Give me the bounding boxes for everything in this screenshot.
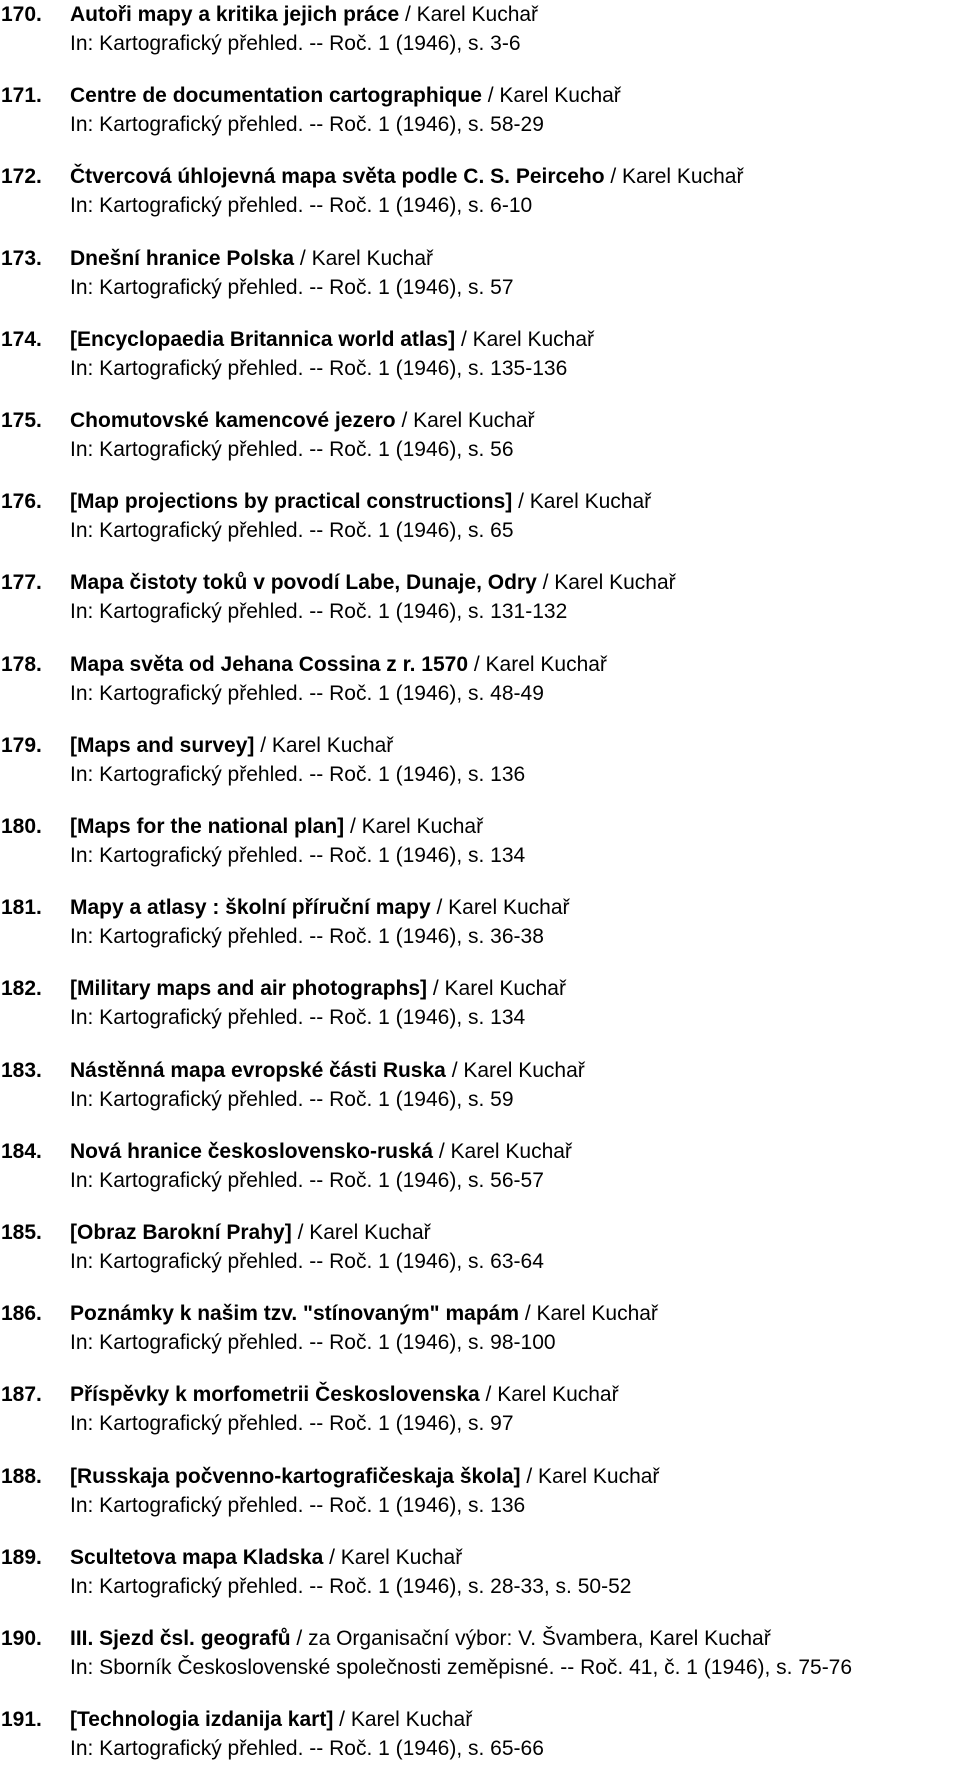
entry-title: Mapy a atlasy : školní příruční mapy xyxy=(70,896,431,919)
entry-responsibility: / Karel Kuchař xyxy=(294,247,433,270)
entry-number: 176. xyxy=(1,490,42,513)
entry-title: [Russkaja počvenno-kartografičeskaja škola] xyxy=(70,1465,521,1488)
entry-title: Centre de documentation cartographique xyxy=(70,84,482,107)
entry-responsibility: / Karel Kuchař xyxy=(427,977,566,1000)
entry-title: [Maps for the national plan] xyxy=(70,815,345,838)
entry-heading-line xyxy=(0,731,960,760)
bibliography-entry xyxy=(0,650,960,708)
entry-responsibility: / Karel Kuchař xyxy=(520,1465,660,1488)
entry-source: In: Kartografický přehled. -- Roč. 1 (1946), s. 48-49 xyxy=(70,682,544,705)
entry-source: In: Kartografický přehled. -- Roč. 1 (1946), s. 28-33, s. 50-52 xyxy=(70,1575,632,1598)
entry-source: In: Kartografický přehled. -- Roč. 1 (1946), s. 136 xyxy=(70,763,526,786)
entry-responsibility: / Karel Kuchař xyxy=(344,815,484,838)
entry-heading-line xyxy=(0,81,960,110)
entry-heading-line xyxy=(0,1705,960,1734)
entry-heading-line xyxy=(0,0,960,29)
entry-heading-line xyxy=(0,812,960,841)
entry-number: 178. xyxy=(1,653,42,676)
entry-source: In: Kartografický přehled. -- Roč. 1 (1946), s. 6-10 xyxy=(70,194,533,217)
bibliography-entry xyxy=(0,406,960,464)
entry-title: [Map projections by practical constructions] xyxy=(70,490,513,513)
entry-title: Chomutovské kamencové jezero xyxy=(70,409,396,432)
entry-number: 191. xyxy=(1,1708,42,1731)
entry-source: In: Kartografický přehled. -- Roč. 1 (1946), s. 59 xyxy=(70,1088,514,1111)
bibliography-entry xyxy=(0,162,960,220)
entry-title: Scultetova mapa Kladska xyxy=(70,1546,324,1569)
entry-heading-line xyxy=(0,1380,960,1409)
entry-heading-line xyxy=(0,1543,960,1572)
entry-number: 188. xyxy=(1,1465,42,1488)
entry-number: 171. xyxy=(1,84,42,107)
entry-responsibility: / Karel Kuchař xyxy=(430,896,570,919)
entry-responsibility: / Karel Kuchař xyxy=(536,571,676,594)
entry-heading-line xyxy=(0,487,960,516)
entry-title: III. Sjezd čsl. geografů xyxy=(70,1627,291,1650)
entry-number: 175. xyxy=(1,409,42,432)
bibliography-entry xyxy=(0,1380,960,1438)
bibliography-entry xyxy=(0,1137,960,1195)
entry-heading-line xyxy=(0,974,960,1003)
entry-responsibility: / Karel Kuchař xyxy=(604,165,744,188)
entry-source: In: Kartografický přehled. -- Roč. 1 (1946), s. 3-6 xyxy=(70,32,521,55)
entry-heading-line xyxy=(0,1462,960,1491)
entry-number: 177. xyxy=(1,571,42,594)
entry-source: In: Kartografický přehled. -- Roč. 1 (1946), s. 57 xyxy=(70,276,514,299)
entry-heading-line xyxy=(0,1056,960,1085)
entry-number: 179. xyxy=(1,734,42,757)
bibliography-entry xyxy=(0,893,960,951)
bibliography-entry xyxy=(0,1624,960,1682)
bibliography-entry xyxy=(0,325,960,383)
entry-heading-line xyxy=(0,1624,960,1653)
entry-heading-line xyxy=(0,893,960,922)
entry-responsibility: / Karel Kuchař xyxy=(291,1221,431,1244)
entry-source: In: Kartografický přehled. -- Roč. 1 (1946), s. 56 xyxy=(70,438,514,461)
bibliography-entry xyxy=(0,487,960,545)
entry-responsibility: / Karel Kuchař xyxy=(445,1059,585,1082)
bibliography-entry xyxy=(0,81,960,139)
bibliography-entry xyxy=(0,1218,960,1276)
entry-responsibility: / Karel Kuchař xyxy=(323,1546,463,1569)
entry-responsibility: / Karel Kuchař xyxy=(481,84,621,107)
entry-title: Poznámky k našim tzv. "stínovaným" mapám xyxy=(70,1302,520,1325)
entry-number: 182. xyxy=(1,977,42,1000)
entry-number: 181. xyxy=(1,896,42,919)
entry-responsibility: / Karel Kuchař xyxy=(333,1708,473,1731)
entry-source: In: Kartografický přehled. -- Roč. 1 (1946), s. 65-66 xyxy=(70,1737,544,1760)
entry-source: In: Kartografický přehled. -- Roč. 1 (1946), s. 63-64 xyxy=(70,1250,544,1273)
entry-source: In: Kartografický přehled. -- Roč. 1 (1946), s. 131-132 xyxy=(70,600,568,623)
entry-heading-line xyxy=(0,244,960,273)
entry-responsibility: / Karel Kuchař xyxy=(254,734,394,757)
entry-source: In: Kartografický přehled. -- Roč. 1 (1946), s. 134 xyxy=(70,1006,526,1029)
entry-heading-line xyxy=(0,1299,960,1328)
entry-source: In: Kartografický přehled. -- Roč. 1 (1946), s. 136 xyxy=(70,1494,526,1517)
entry-heading-line xyxy=(0,406,960,435)
entry-title: [Maps and survey] xyxy=(70,734,255,757)
bibliography-entry xyxy=(0,974,960,1032)
entry-heading-line xyxy=(0,162,960,191)
entry-title: Nová hranice československo-ruská xyxy=(70,1140,434,1163)
entry-responsibility: / Karel Kuchař xyxy=(512,490,652,513)
entry-source: In: Sborník Československé společnosti zeměpisné. -- Roč. 41, č. 1 (1946), s. 75-76 xyxy=(70,1656,853,1679)
entry-number: 170. xyxy=(1,3,42,26)
entry-responsibility: / Karel Kuchař xyxy=(433,1140,572,1163)
entry-source: In: Kartografický přehled. -- Roč. 1 (1946), s. 36-38 xyxy=(70,925,544,948)
entry-heading-line xyxy=(0,1218,960,1247)
entry-number: 185. xyxy=(1,1221,42,1244)
entry-title: Příspěvky k morfometrii Československa xyxy=(70,1383,480,1406)
entry-responsibility: / Karel Kuchař xyxy=(455,328,595,351)
entry-title: Autoři mapy a kritika jejich práce xyxy=(70,3,400,26)
entry-responsibility: / Karel Kuchař xyxy=(399,3,539,26)
entry-number: 190. xyxy=(1,1627,42,1650)
entry-responsibility: / Karel Kuchař xyxy=(479,1383,619,1406)
entry-number: 187. xyxy=(1,1383,42,1406)
entry-source: In: Kartografický přehled. -- Roč. 1 (1946), s. 56-57 xyxy=(70,1169,544,1192)
entry-title: Mapa čistoty toků v povodí Labe, Dunaje, Odry xyxy=(70,571,537,594)
entry-responsibility: / Karel Kuchař xyxy=(519,1302,658,1325)
entry-title: Nástěnná mapa evropské části Ruska xyxy=(70,1059,446,1082)
entry-source: In: Kartografický přehled. -- Roč. 1 (1946), s. 98-100 xyxy=(70,1331,556,1354)
entry-title: [Military maps and air photographs] xyxy=(70,977,428,1000)
bibliography-entry xyxy=(0,731,960,789)
entry-title: [Encyclopaedia Britannica world atlas] xyxy=(70,328,456,351)
entry-title: Mapa světa od Jehana Cossina z r. 1570 xyxy=(70,653,469,676)
entry-heading-line xyxy=(0,650,960,679)
bibliography-entry xyxy=(0,1462,960,1520)
entry-responsibility: / za Organisační výbor: V. Švambera, Karel Kuchař xyxy=(290,1627,771,1650)
entry-heading-line xyxy=(0,1137,960,1166)
entry-heading-line xyxy=(0,325,960,354)
entry-number: 184. xyxy=(1,1140,42,1163)
bibliography-entry xyxy=(0,1705,960,1763)
entry-number: 183. xyxy=(1,1059,42,1082)
entry-heading-line xyxy=(0,568,960,597)
entry-title: Dnešní hranice Polska xyxy=(70,247,295,270)
entry-number: 173. xyxy=(1,247,42,270)
entry-title: Čtvercová úhlojevná mapa světa podle C. S. Peirceho xyxy=(70,165,605,188)
entry-responsibility: / Karel Kuchař xyxy=(468,653,607,676)
entry-number: 189. xyxy=(1,1546,42,1569)
entry-source: In: Kartografický přehled. -- Roč. 1 (1946), s. 65 xyxy=(70,519,514,542)
entry-number: 180. xyxy=(1,815,42,838)
bibliography-entry xyxy=(0,568,960,626)
entry-responsibility: / Karel Kuchař xyxy=(395,409,535,432)
bibliography-entry xyxy=(0,1299,960,1357)
entry-title: [Technologia izdanija kart] xyxy=(70,1708,334,1731)
bibliography-entry xyxy=(0,0,960,58)
entry-number: 186. xyxy=(1,1302,42,1325)
bibliography-entry xyxy=(0,1543,960,1601)
entry-title: [Obraz Barokní Prahy] xyxy=(70,1221,292,1244)
bibliography-entry xyxy=(0,812,960,870)
entry-source: In: Kartografický přehled. -- Roč. 1 (1946), s. 97 xyxy=(70,1412,514,1435)
bibliography-entry xyxy=(0,1056,960,1114)
entry-source: In: Kartografický přehled. -- Roč. 1 (1946), s. 134 xyxy=(70,844,526,867)
entry-source: In: Kartografický přehled. -- Roč. 1 (1946), s. 135-136 xyxy=(70,357,568,380)
entry-number: 172. xyxy=(1,165,42,188)
entry-source: In: Kartografický přehled. -- Roč. 1 (1946), s. 58-29 xyxy=(70,113,544,136)
bibliography-entry xyxy=(0,244,960,302)
entry-number: 174. xyxy=(1,328,42,351)
